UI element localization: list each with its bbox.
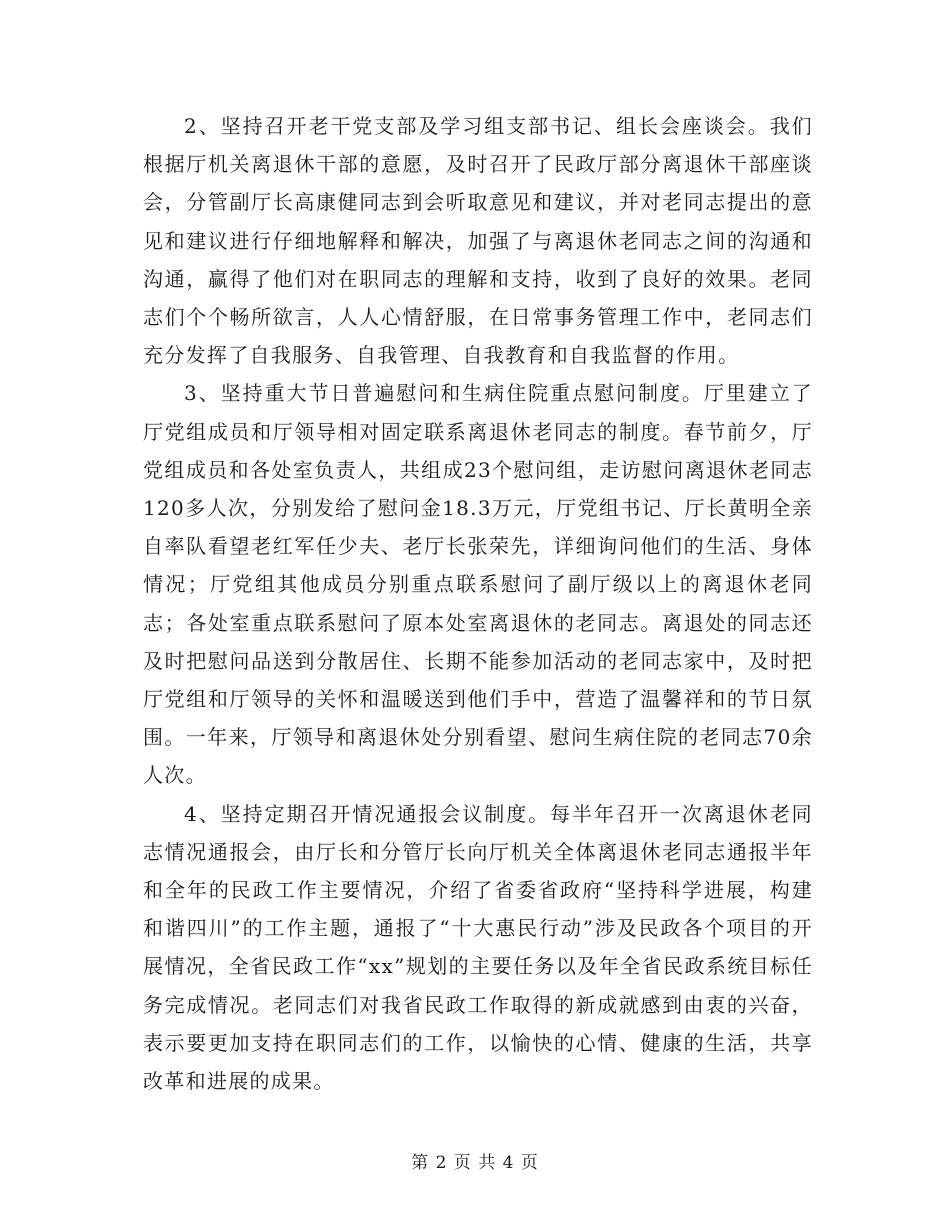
- document-body: [143, 107, 813, 1100]
- paragraph-2: 2、坚持召开老干党支部及学习组支部书记、组长会座谈会。我们根据厅机关离退休干部的意愿，及时召开了民政厅部分离退休干部座谈会，分管副厅长高康健同志到会听取意见和建议，并对老同志提出的意见和建议进行仔细地解释和解决，加强了与离退休老同志之间的沟通和沟通，赢得了他们对在职同志的理解和支持，收到了良好的效果。老同志们个个畅所欲言，人人心情舒服，在日常事务管理工作中，老同志们充分发挥了自我服务、自我管理、自我教育和自我监督的作用。: [143, 114, 813, 368]
- paragraph-4: 4、坚持定期召开情况通报会议制度。每半年召开一次离退休老同志情况通报会，由厅长和分管厅长向厅机关全体离退休老同志通报半年和全年的民政工作主要情况，介绍了省委省政府“坚持科学进展，构建和谐四川”的工作主题，通报了“十大惠民行动”涉及民政各个项目的开展情况，全省民政工作“xx”规划的主要任务以及年全省民政系统目标任务完成情况。老同志们对我省民政工作取得的新成就感到由衷的兴奋，表示要更加支持在职同志们的工作，以愉快的心情、健康的生活，共享改革和进展的成果。: [143, 801, 813, 1094]
- paragraph-3: 3、坚持重大节日普遍慰问和生病住院重点慰问制度。厅里建立了厅党组成员和厅领导相对固定联系离退休老同志的制度。春节前夕，厅党组成员和各处室负责人，共组成23个慰问组，走访慰问离退休老同志120多人次，分别发给了慰问金18.3万元，厅党组书记、厅长黄明全亲自率队看望老红军任少夫、老厅长张荣先，详细询问他们的生活、身体情况；厅党组其他成员分别重点联系慰问了副厅级以上的离退休老同志；各处室重点联系慰问了原本处室离退休的老同志。离退处的同志还及时把慰问品送到分散居住、长期不能参加活动的老同志家中，及时把厅党组和厅领导的关怀和温暖送到他们手中，营造了温馨祥和的节日氛围。一年来，厅领导和离退休处分别看望、慰问生病住院的老同志70余人次。: [143, 381, 813, 788]
- page-number-footer: 第 2 页 共 4 页: [411, 1153, 539, 1173]
